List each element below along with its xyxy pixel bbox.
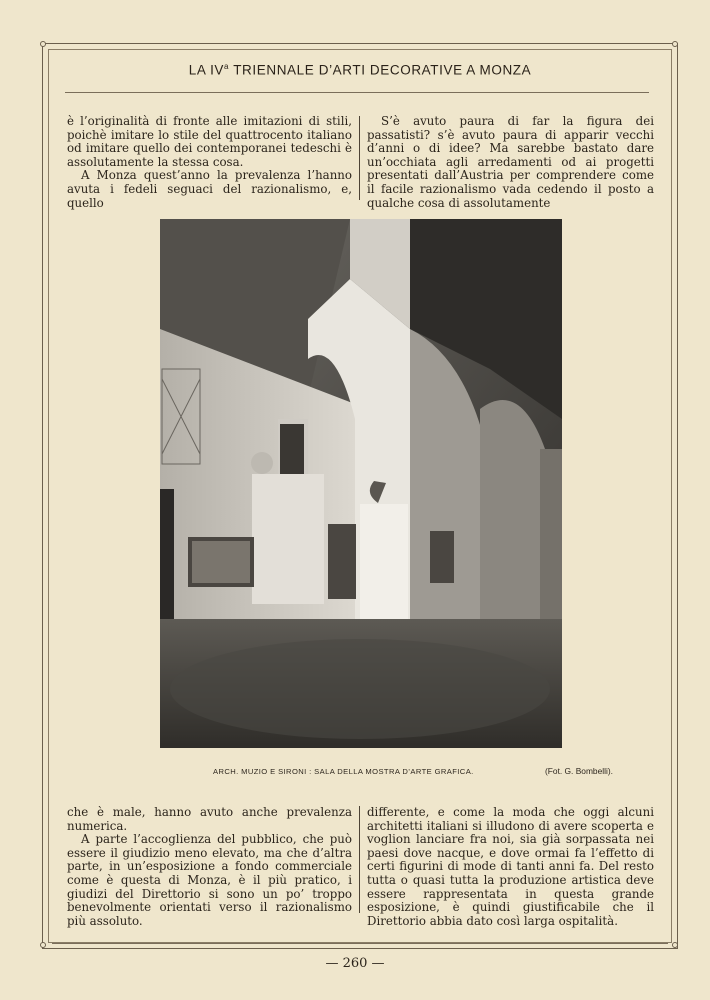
running-header (48, 62, 672, 78)
corner-ornament (40, 41, 46, 47)
corner-ornament (40, 942, 46, 948)
header-prefix: LA IV (188, 62, 225, 78)
bottom-right-column (367, 806, 654, 928)
header-rule (65, 92, 649, 93)
top-left-column (67, 115, 352, 210)
column-divider (359, 116, 360, 200)
top-right-column (367, 115, 654, 210)
page-number: — 260 — (325, 956, 385, 971)
corner-ornament (672, 41, 678, 47)
exhibition-hall-photo (160, 219, 562, 748)
paragraph: che è male, hanno avuto anche prevalenza numerica. (67, 805, 352, 833)
photo-caption: ARCH. MUZIO E SIRONI : SALA DELLA MOSTRA D’ARTE GRAFICA. (213, 767, 474, 776)
paragraph: differente, e come la moda che oggi alcuni architetti italiani si illudono di avere scoperta e voglion lanciare fra noi, sia già sorpassata nei paesi dove nacque, e dove ormai fa l’effetto di certi figurini di mode di tanti anni fa. Del resto tutta o quasi tutta la produzione artistica deve essere rappresentata in questa grande esposizione, è quindi giustificabile che il Direttorio abbia dato così larga ospitalità. (367, 805, 654, 928)
bottom-left-column (67, 806, 352, 928)
paragraph: S’è avuto paura di far la figura dei passatisti? s’è avuto paura di apparir vecchi d’anni o di idee? Ma sarebbe bastato dare un’occhiata agli arredamenti od ai progetti presentati dall’Austria per comprendere come il facile razionalismo vada cedendo il posto a qualche cosa di assolutamente (367, 114, 654, 210)
paragraph: A parte l’accoglienza del pubblico, che può essere il giudizio meno elevato, ma che d’altra parte, in un’esposizione a fondo commerciale come è questa di Monza, è il più pratico, i giudizi del Direttorio si sono un po’ troppo benevolmente orientati verso il razionalismo più assoluto. (67, 832, 352, 928)
corner-ornament (672, 942, 678, 948)
photo-credit: (Fot. G. Bombelli). (545, 766, 613, 776)
paragraph: A Monza quest’anno la prevalenza l’hanno avuta i fedeli seguaci del razionalismo, e, quello (67, 168, 352, 210)
paragraph: è l’originalità di fronte alle imitazioni di stili, poichè imitare lo stile del quattrocento italiano od imitare quello dei contemporanei tedeschi è assolutamente la stessa cosa. (67, 114, 352, 169)
column-divider (359, 806, 360, 913)
footer-rule (52, 943, 668, 944)
header-superscript: a (224, 62, 230, 71)
header-suffix: TRIENNALE D’ARTI DECORATIVE A MONZA (229, 62, 532, 78)
